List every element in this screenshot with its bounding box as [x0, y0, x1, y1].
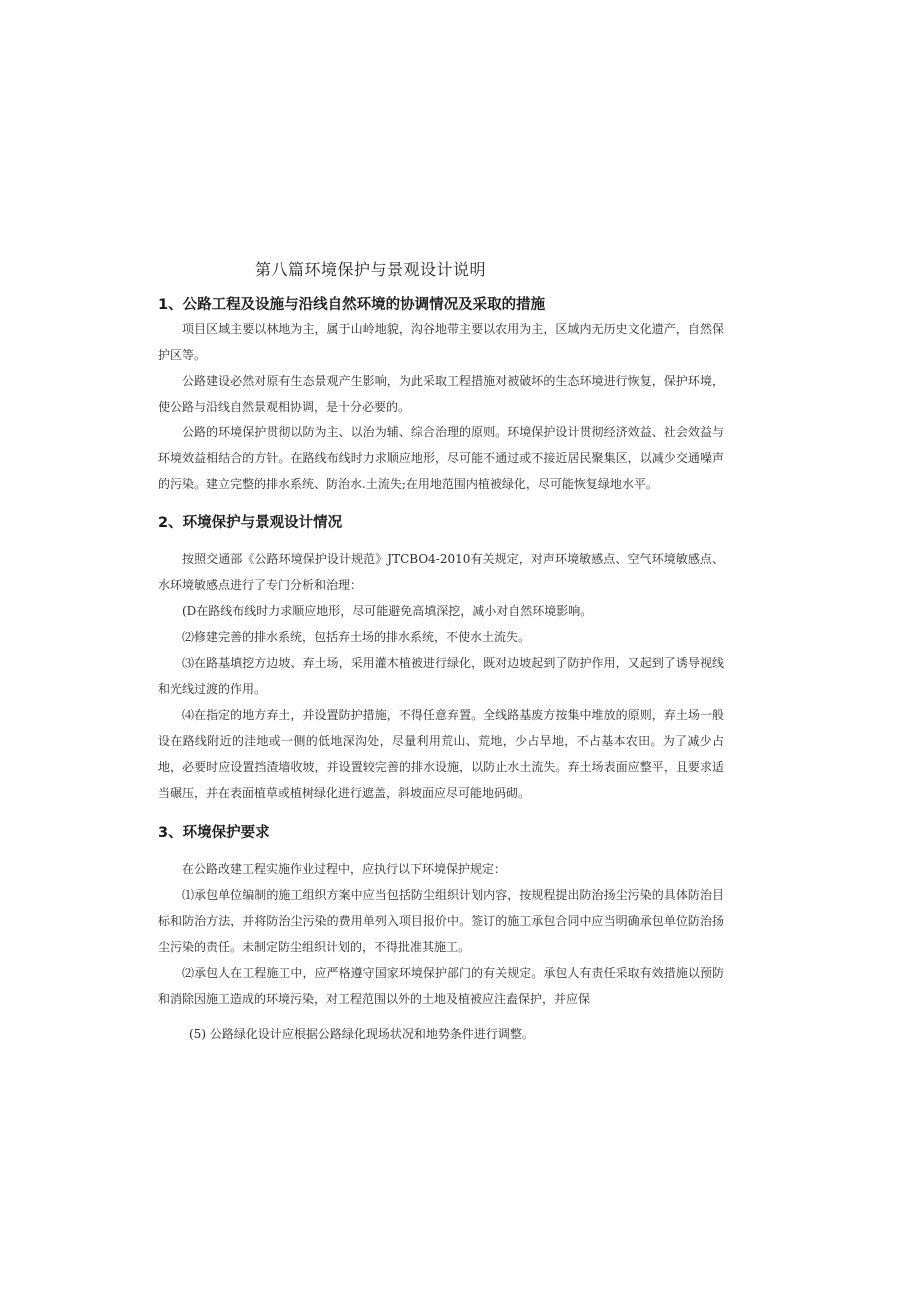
- section-3-paragraph-1: 在公路改建工程实施作业过程中，应执行以下环境保护规定：: [182, 862, 507, 876]
- section-2-heading: 2、环境保护与景观设计情况: [158, 515, 343, 531]
- section-3-item-5: (5) 公路绿化设计应根据公路绿化现场状况和地势条件进行调整。: [189, 1027, 534, 1041]
- section-3-item-2: ⑵承包人在工程施工中，应严格遵守国家环境保护部门的有关规定。承包人有责任采取有效措施以预防和消除因施工造成的环境污染，对工程范围以外的土地及植被应注盍保护，并应保: [158, 966, 724, 1006]
- section-2-item-2: ⑵修建完善的排水系统，包括弃土场的排水系统，不使水土流失。: [182, 630, 531, 644]
- section-1-paragraph-1: 项目区域主要以林地为主，属于山岭地貌，沟谷地带主要以农用为主，区域内无历史文化遗产，自然保护区等。: [158, 322, 724, 362]
- section-2-paragraph-1: 按照交通部《公路环境保护设计规范》JTCBO4-2010有关规定，对声环境敏感点、空气环境敏感点、水环境敏感点进行了专门分析和治理：: [158, 552, 724, 592]
- section-2-item-4: ⑷在指定的地方弃土，并设置防护措施，不得任意弃置。全线路基废方按集中堆放的原则，弃土场一般设在路线附近的洼地或一侧的低地深沟处，尽量利用荒山、荒地，少占旱地，不占基本农田。为了减少占地，必要时应设置挡渣墙收坡，并设置较完善的排水设施，以防止水土流失。弃土场表面应整平，且要求适当碾压，并在表面植草或植树绿化进行遮盖，斜坡面应尽可能地码砌。: [158, 708, 724, 800]
- section-1-paragraph-3: 公路的环境保护贯彻以防为主、以治为辅、综合治理的原则。环境保护设计贯彻经济效益、社会效益与环境效益相结合的方针。在路线布线时力求顺应地形，尽可能不通过或不接近居民聚集区，以减少交通噪声的污染。建立完整的排水系统、防治水.土流失;在用地范围内植被绿化，尽可能恢复绿地水平。: [158, 425, 724, 491]
- section-3-item-1: ⑴承包单位编制的施工组织方案中应当包括防尘组织计划内容，按规程提出防治扬尘污染的具体防治目标和防治方法，并将防治尘污染的费用单列入项目报价中。签订的施工承包合同中应当明确承包单位防治扬尘污染的责任。未制定防尘组织计划的，不得批准其施工。: [158, 888, 724, 954]
- section-1-paragraph-2: 公路建设必然对原有生态景观产生影响，为此采取工程措施对被破坏的生态环境进行恢复，保护环境，使公路与沿线自然景观相协调，是十分必要的。: [158, 374, 724, 414]
- section-2-item-3: ⑶在路基填挖方边坡、弃土场，采用灌木植被进行绿化，既对边坡起到了防护作用，又起到了诱导视线和光线过渡的作用。: [158, 656, 724, 696]
- page-title: 第八篇环境保护与景观设计说明: [255, 260, 487, 279]
- section-3-heading: 3、环境保护要求: [158, 825, 270, 841]
- section-2-item-1: (D在路线布线时力求顺应地形，尽可能避免高填深挖，减小对自然环境影响。: [182, 604, 593, 618]
- section-1-heading: 1、公路工程及设施与沿线自然环境的协调情况及采取的措施: [158, 297, 546, 313]
